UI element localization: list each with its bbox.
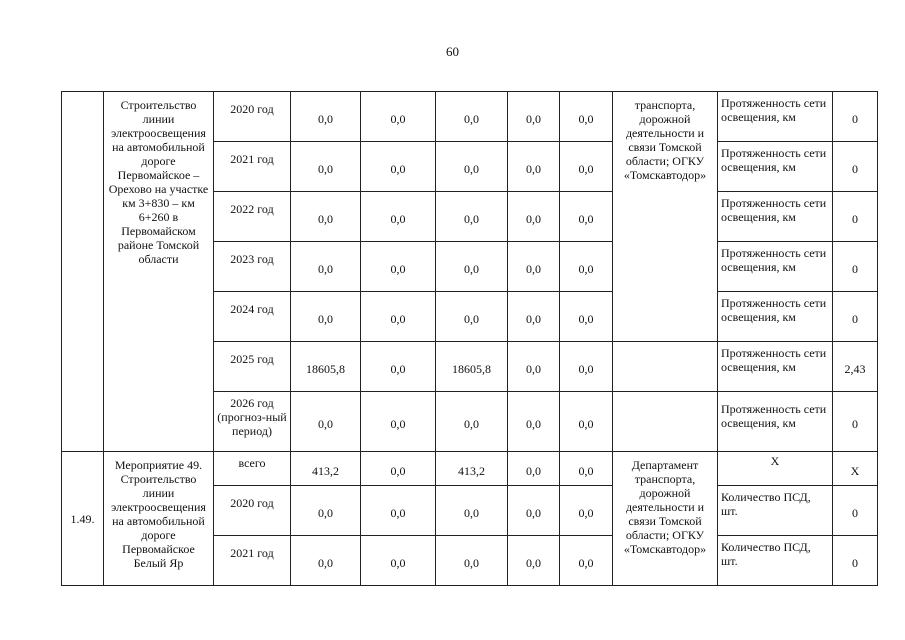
value-cell: 0,0 (508, 242, 560, 292)
indicator-cell: Протяженность сети освещения, км (718, 242, 833, 292)
value-cell: 0,0 (361, 92, 436, 142)
value-cell: 0,0 (436, 292, 508, 342)
value-cell: 18605,8 (436, 342, 508, 392)
year-cell: 2020 год (214, 486, 291, 536)
value-cell: 0,0 (508, 342, 560, 392)
year-cell: 2021 год (214, 536, 291, 586)
indicator-cell: Количество ПСД, шт. (718, 486, 833, 536)
indicator-cell: Количество ПСД, шт. (718, 536, 833, 586)
year-cell: 2021 год (214, 142, 291, 192)
value-cell: 0,0 (508, 536, 560, 586)
value-cell: 0,0 (361, 486, 436, 536)
indicator-value-cell: 0 (833, 142, 878, 192)
value-cell: 0,0 (508, 192, 560, 242)
executor-cell: Департамент транспорта, дорожной деятельности и связи Томской области; ОГКУ «Томскавтодор» (613, 452, 718, 586)
activity-name-cell: Строительство линии электроосвещения на автомобильной дороге Первомайское – Орехово на участке км 3+830 – км 6+260 в Первомайском районе Томской области (104, 92, 214, 452)
value-cell: 0,0 (508, 292, 560, 342)
indicator-value-cell: Х (833, 452, 878, 486)
value-cell: 0,0 (560, 142, 613, 192)
value-cell: 0,0 (436, 242, 508, 292)
value-cell: 0,0 (560, 192, 613, 242)
value-cell: 0,0 (291, 486, 361, 536)
value-cell: 0,0 (508, 392, 560, 452)
value-cell: 0,0 (560, 452, 613, 486)
value-cell: 0,0 (560, 292, 613, 342)
indicator-value-cell: 0 (833, 486, 878, 536)
value-cell: 0,0 (560, 536, 613, 586)
value-cell: 0,0 (361, 142, 436, 192)
year-cell: 2023 год (214, 242, 291, 292)
executor-empty-cell (613, 392, 718, 452)
year-cell: 2026 год (прогноз-ный период) (214, 392, 291, 452)
year-cell: 2020 год (214, 92, 291, 142)
item-number-cell: 1.49. (62, 452, 104, 586)
value-cell: 0,0 (560, 242, 613, 292)
value-cell: 413,2 (436, 452, 508, 486)
value-cell: 0,0 (560, 486, 613, 536)
year-cell: 2025 год (214, 342, 291, 392)
value-cell: 0,0 (436, 142, 508, 192)
value-cell: 0,0 (436, 392, 508, 452)
indicator-cell: Протяженность сети освещения, км (718, 142, 833, 192)
value-cell: 413,2 (291, 452, 361, 486)
value-cell: 0,0 (560, 342, 613, 392)
indicator-cell: Протяженность сети освещения, км (718, 342, 833, 392)
indicator-value-cell: 0 (833, 192, 878, 242)
item-number-cell (62, 92, 104, 452)
value-cell: 0,0 (508, 92, 560, 142)
value-cell: 0,0 (291, 536, 361, 586)
value-cell: 0,0 (508, 486, 560, 536)
value-cell: 0,0 (291, 242, 361, 292)
indicator-value-cell: 0 (833, 536, 878, 586)
executor-cell: транспорта, дорожной деятельности и связи Томской области; ОГКУ «Томскавтодор» (613, 92, 718, 342)
value-cell: 0,0 (508, 452, 560, 486)
indicator-cell: Протяженность сети освещения, км (718, 192, 833, 242)
indicator-value-cell: 0 (833, 292, 878, 342)
value-cell: 0,0 (291, 142, 361, 192)
value-cell: 0,0 (436, 192, 508, 242)
indicator-value-cell: 0 (833, 392, 878, 452)
value-cell: 0,0 (436, 486, 508, 536)
value-cell: 0,0 (361, 452, 436, 486)
year-cell: 2022 год (214, 192, 291, 242)
value-cell: 0,0 (361, 392, 436, 452)
indicator-value-cell: 0 (833, 92, 878, 142)
year-cell: всего (214, 452, 291, 486)
indicator-cell: Протяженность сети освещения, км (718, 392, 833, 452)
value-cell: 0,0 (560, 392, 613, 452)
value-cell: 0,0 (361, 192, 436, 242)
value-cell: 0,0 (291, 192, 361, 242)
value-cell: 18605,8 (291, 342, 361, 392)
value-cell: 0,0 (361, 342, 436, 392)
indicator-cell: Протяженность сети освещения, км (718, 292, 833, 342)
indicator-cell: Х (718, 452, 833, 486)
indicator-value-cell: 2,43 (833, 342, 878, 392)
value-cell: 0,0 (361, 536, 436, 586)
value-cell: 0,0 (291, 92, 361, 142)
table-row (62, 452, 878, 486)
year-cell: 2024 год (214, 292, 291, 342)
value-cell: 0,0 (361, 292, 436, 342)
value-cell: 0,0 (508, 142, 560, 192)
value-cell: 0,0 (436, 536, 508, 586)
activity-name-cell: Мероприятие 49. Строительство линии электроосвещения на автомобильной дороге Первомайское Белый Яр (104, 452, 214, 586)
indicator-cell: Протяженность сети освещения, км (718, 92, 833, 142)
value-cell: 0,0 (436, 92, 508, 142)
program-table (61, 91, 878, 586)
table-row (62, 92, 878, 142)
page-number: 60 (446, 44, 459, 59)
value-cell: 0,0 (560, 92, 613, 142)
value-cell: 0,0 (291, 392, 361, 452)
executor-empty-cell (613, 342, 718, 392)
indicator-value-cell: 0 (833, 242, 878, 292)
value-cell: 0,0 (361, 242, 436, 292)
value-cell: 0,0 (291, 292, 361, 342)
